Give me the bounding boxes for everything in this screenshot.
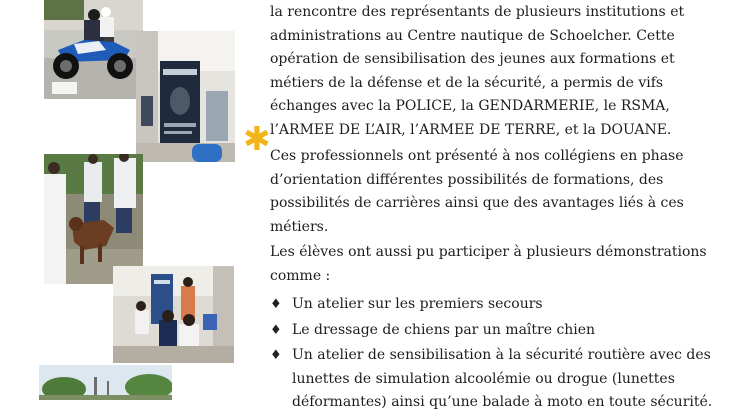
decorative-asterisk-icon: ✱ [243, 119, 271, 158]
list-item [270, 344, 730, 415]
list-item-text: Un atelier de sensibilisation à la sécurité routière avec des lunettes de simulation alcoolémie ou drogue (lunettes déformantes) ainsi qu’une balade à moto en toute sécurité. [292, 347, 713, 410]
diamond-bullet-icon: ♦ [270, 297, 282, 312]
first-aid-room-photo [113, 266, 234, 363]
article-paragraph-3: Les élèves ont aussi pu participer à plusieurs démonstrations comme : [270, 244, 707, 284]
demonstrations-list [270, 293, 730, 415]
dog-training-photo [44, 154, 143, 284]
outdoor-photo [39, 365, 172, 400]
recruitment-stand-photo [136, 31, 235, 162]
motorcycle-photo [44, 0, 143, 99]
article-paragraph-1: la rencontre des représentants de plusieurs institutions et administrations au Centre nautique de Schoelcher. Cette opération de sensibilisation des jeunes aux formations et métiers de la défense et de la sécurité, a permis de vifs échanges avec la POLICE, la GENDARMERIE, le RSMA, l’ARMEE DE L’AIR, l’ARMEE DE TERRE, et la DOUANE. [270, 4, 685, 138]
diamond-bullet-icon: ♦ [270, 322, 282, 338]
list-item-text: Un atelier sur les premiers secours [292, 296, 543, 312]
article-paragraph-2: Ces professionnels ont présenté à nos collégiens en phase d’orientation différentes possibilités de formations, des possibilités de carrières ainsi que des avantages liés à ces métiers. [270, 148, 684, 235]
diamond-bullet-icon: ♦ [270, 348, 282, 363]
list-item [270, 319, 730, 343]
list-item [270, 293, 730, 317]
list-item-text: Le dressage de chiens par un maître chien [292, 321, 596, 338]
article-body [270, 0, 730, 417]
